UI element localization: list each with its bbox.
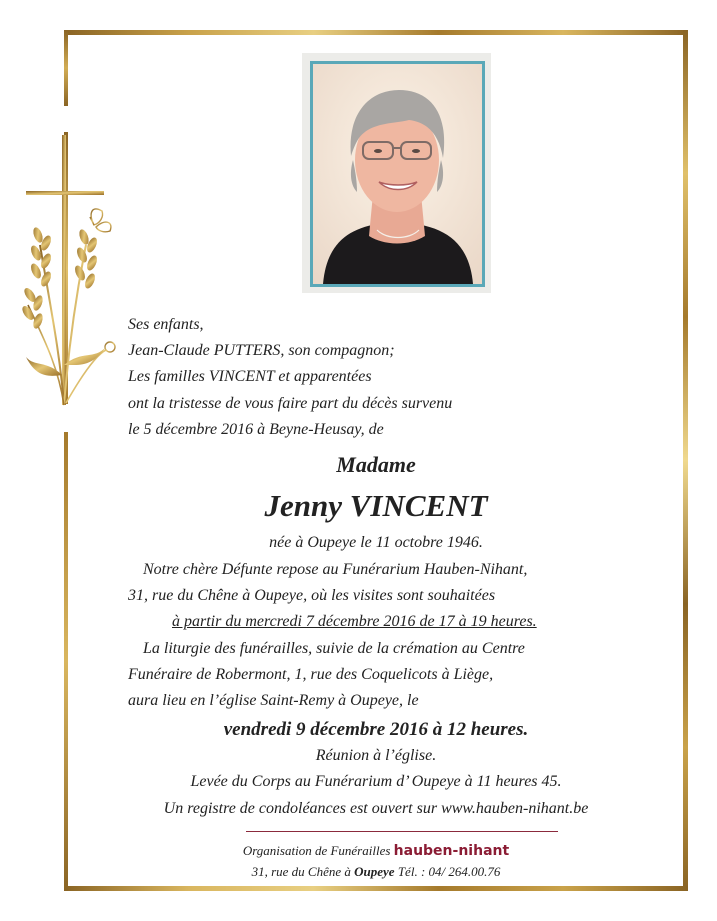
- footer-org-label: Organisation de Funérailles: [242, 843, 391, 858]
- intro-line-3: Les familles VINCENT et apparentées: [128, 368, 372, 385]
- frame-top: [64, 30, 688, 35]
- intro-line-4: ont la tristesse de vous faire part du décès survenu: [128, 395, 453, 412]
- details-line-6: aura lieu en l’église Saint-Remy à Oupeye, le: [128, 692, 419, 709]
- footer-divider: [246, 831, 558, 832]
- footer-organisation: [64, 843, 688, 859]
- visiting-hours: à partir du mercredi 7 décembre 2016 de 17 à 19 heures.: [172, 613, 537, 630]
- intro-line-2: Jean-Claude PUTTERS, son compagnon;: [128, 342, 395, 359]
- brand-logo: hauben-nihant: [393, 843, 510, 859]
- footer-address: [64, 864, 688, 880]
- footer-address-place: Oupeye: [354, 864, 395, 879]
- details-line-4: La liturgie des funérailles, suivie de la crémation au Centre: [143, 640, 525, 657]
- deceased-name: Jenny VINCENT: [264, 488, 488, 523]
- condolence-register-line: Un registre de condoléances est ouvert sur www.hauben-nihant.be: [163, 800, 589, 817]
- birth-line: née à Oupeye le 11 octobre 1946.: [269, 534, 483, 551]
- details-line-1: Notre chère Défunte repose au Funérarium Hauben-Nihant,: [143, 561, 528, 578]
- details-line-5: Funéraire de Robermont, 1, rue des Coquelicots à Liège,: [128, 666, 494, 683]
- intro-line-1: Ses enfants,: [128, 316, 204, 333]
- cross-wheat-icon: [22, 135, 122, 420]
- title-madame: Madame: [336, 452, 416, 477]
- portrait-image: [313, 64, 482, 284]
- details-line-2: 31, rue du Chêne à Oupeye, où les visites sont souhaitées: [128, 587, 496, 604]
- details-line-8: Réunion à l’église.: [315, 747, 437, 764]
- portrait-photo-mat: [302, 53, 491, 293]
- details-line-9: Levée du Corps au Funérarium d’ Oupeye à 11 heures 45.: [190, 773, 562, 790]
- portrait-photo: [310, 61, 485, 287]
- frame-left-top: [64, 30, 68, 106]
- footer-address-prefix: 31, rue du Chêne à: [251, 864, 351, 879]
- footer-phone: Tél. : 04/ 264.00.76: [397, 864, 501, 879]
- frame-bottom: [64, 886, 688, 891]
- intro-line-5: le 5 décembre 2016 à Beyne-Heusay, de: [128, 421, 384, 438]
- ceremony-date: vendredi 9 décembre 2016 à 12 heures.: [223, 719, 529, 740]
